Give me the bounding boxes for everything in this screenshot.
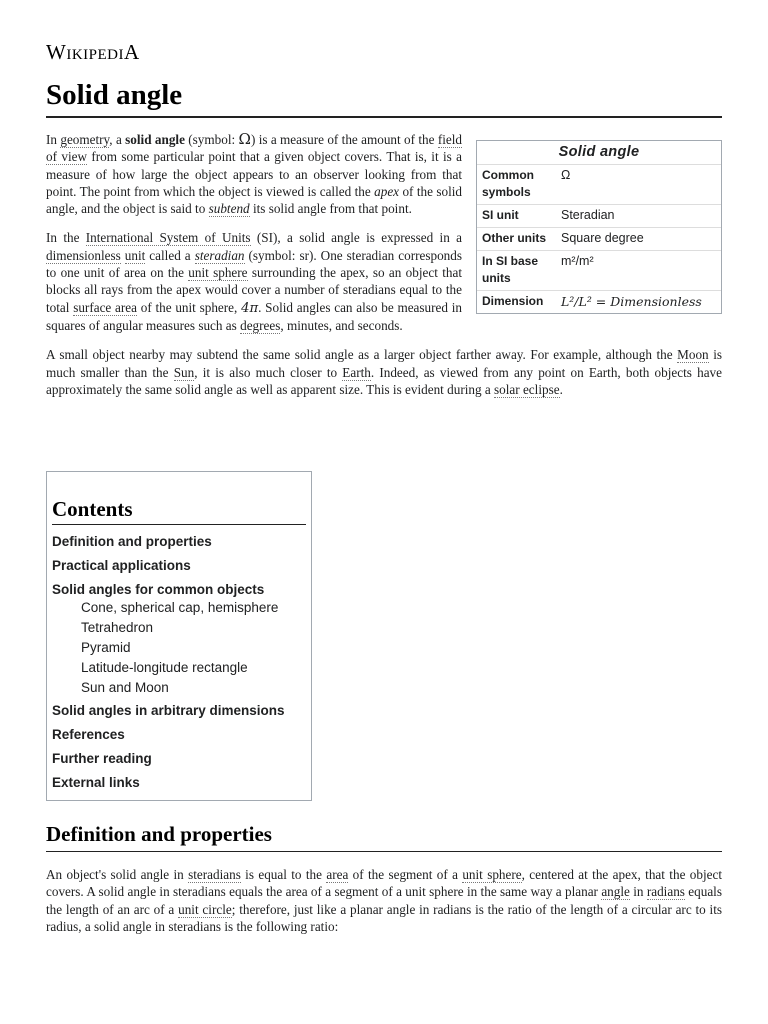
infobox-row	[477, 205, 721, 228]
toc-item[interactable]: Definition and properties	[52, 534, 212, 549]
link-earth[interactable]: Earth	[342, 364, 371, 380]
link-area[interactable]: area	[326, 867, 349, 882]
toc-sublist	[52, 598, 306, 698]
omega-symbol: Ω	[238, 130, 251, 148]
table-of-contents	[46, 471, 312, 801]
toc-subitem[interactable]: Tetrahedron	[81, 620, 154, 635]
intro-paragraph-2: In the International System of Units (SI), a solid angle is expressed in a dimensionless unit called a steradian (symbol: sr). One steradian corresponds to one unit of area on the unit sphere surrounding the apex, so an object that blocks all rays from the apex would cover a number of steradians equal to the total surface area of the unit sphere, 4π. Solid angles can also be measured in squares of angular measures such as degrees, minutes, and seconds.	[46, 230, 463, 333]
toc-item[interactable]: Solid angles in arbitrary dimensions	[52, 703, 285, 718]
link-unit-sphere[interactable]: unit sphere	[188, 265, 248, 281]
toc-item[interactable]: Solid angles for common objects	[52, 582, 265, 597]
link-unit-sphere[interactable]: unit sphere	[462, 867, 522, 882]
infobox-key: In SI base units	[482, 254, 539, 285]
section-body	[46, 866, 722, 947]
link-si[interactable]: International System of Units	[85, 230, 251, 246]
link-steradian[interactable]: steradian	[194, 247, 245, 263]
infobox-row	[477, 291, 721, 313]
bold-term: solid angle	[125, 132, 185, 147]
wikipedia-logo[interactable]: WikipediA	[46, 40, 140, 64]
infobox-value: m²/m²	[561, 254, 594, 268]
toc-list	[52, 533, 306, 791]
section-paragraph: An object's solid angle in steradians is equal to the area of the segment of a unit sphere, centered at the apex, that the object covers. A solid angle in steradians equals the area of a segment of a unit sphere in the same way a planar angle in radians equals the length of an arc of a unit circle; therefore, just like a planar angle in radians is the ratio of the length of a circular arc to its radius, a solid angle in steradians is the following ratio:	[46, 867, 723, 934]
infobox-row	[477, 251, 721, 291]
toc-subitem[interactable]: Latitude-longitude rectangle	[81, 660, 248, 675]
link-unit-circle[interactable]: unit circle	[178, 901, 232, 917]
toc-subitem[interactable]: Cone, spherical cap, hemisphere	[81, 600, 279, 615]
four-pi: 4π	[241, 300, 259, 316]
toc-item[interactable]: References	[52, 727, 125, 742]
infobox-value: L²/L² = Dimensionless	[561, 294, 702, 309]
infobox-row	[477, 165, 721, 205]
section-heading: Definition and properties	[46, 820, 722, 852]
link-steradians[interactable]: steradians	[188, 867, 241, 882]
link-radians[interactable]: radians	[646, 884, 685, 900]
infobox-value: Square degree	[561, 231, 644, 245]
infobox-key: Dimension	[482, 294, 544, 308]
link-degrees[interactable]: degrees	[240, 317, 281, 333]
link-unit[interactable]: unit	[124, 247, 146, 263]
link-geometry[interactable]: geometry	[60, 132, 110, 147]
link-subtend[interactable]: subtend	[208, 201, 250, 217]
link-dimensionless[interactable]: dimensionless	[46, 247, 121, 263]
link-surface-area[interactable]: surface area	[73, 299, 137, 315]
infobox	[476, 140, 722, 314]
page-title: Solid angle	[46, 78, 722, 118]
toc-subitem[interactable]: Sun and Moon	[81, 680, 169, 695]
infobox-value: Steradian	[561, 208, 615, 222]
infobox-row	[477, 228, 721, 251]
infobox-value: Ω	[561, 168, 571, 182]
infobox-key: Common symbols	[482, 168, 534, 199]
link-angle[interactable]: angle	[601, 884, 630, 900]
toc-subitem[interactable]: Pyramid	[81, 640, 131, 655]
infobox-key: SI unit	[482, 208, 519, 222]
infobox-key: Other units	[482, 231, 547, 245]
toc-item[interactable]: Further reading	[52, 751, 152, 766]
intro-paragraph-1: In geometry, a solid angle (symbol: Ω) is a measure of the amount of the field of view from some particular point that a given object covers. That is, it is a measure of how large the object appears to an observer looking from that point. The point from which the object is viewed is called the apex of the solid angle, and the object is said to subtend its solid angle from that point.	[46, 130, 462, 217]
toc-item[interactable]: Practical applications	[52, 558, 191, 573]
link-solar-eclipse[interactable]: solar eclipse	[494, 381, 560, 397]
link-sun[interactable]: Sun	[173, 364, 195, 380]
intro-paragraph-3: A small object nearby may subtend the same solid angle as a larger object farther away. For example, although the Moon is much smaller than the Sun, it is also much closer to Earth. Indeed, as viewed from any point on Earth, both objects have approximately the same solid angle as well as apparent size. This is evident during a solar eclipse.	[46, 347, 722, 397]
link-field-of-view[interactable]: field of view	[46, 132, 462, 165]
toc-item[interactable]: External links	[52, 775, 140, 790]
article-intro	[46, 131, 722, 410]
link-moon[interactable]: Moon	[677, 347, 709, 363]
infobox-title: Solid angle	[477, 141, 721, 165]
toc-heading: Contents	[52, 496, 306, 525]
